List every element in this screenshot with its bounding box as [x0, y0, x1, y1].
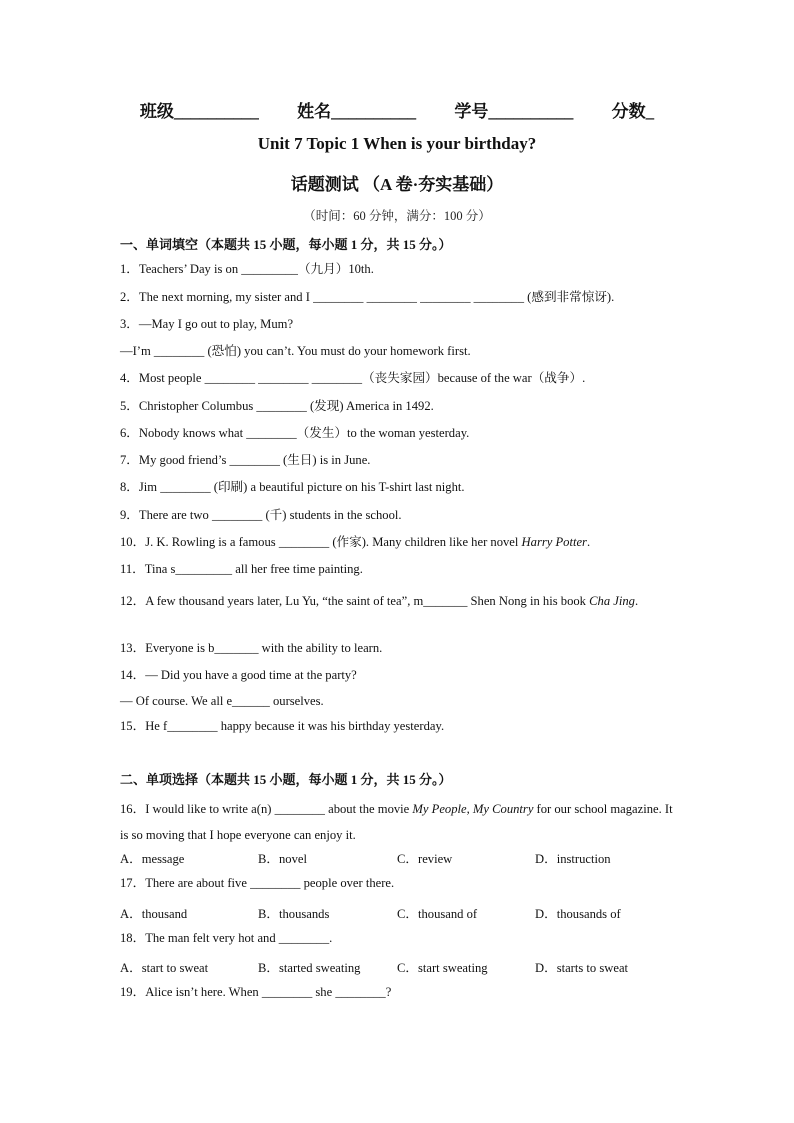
- question-11: 11．Tina s_________ all her free time painting.: [120, 562, 363, 576]
- question-13: 13．Everyone is b_______ with the ability to learn.: [120, 641, 383, 655]
- option-d[interactable]: D．starts to sweat: [535, 961, 629, 975]
- question-16-text-b: for our school magazine. It is so moving that I hope everyone can enjoy it.: [120, 802, 673, 842]
- question-7: 7．My good friend’s ________ (生日) is in June.: [120, 453, 371, 467]
- question-10-text: 10．J. K. Rowling is a famous ________ (作家). Many children like her novel: [120, 535, 522, 549]
- novel-title: Harry Potter: [521, 535, 587, 549]
- question-19: 19．Alice isn’t here. When ________ she ________?: [120, 985, 392, 999]
- movie-title: My People, My Country: [412, 802, 534, 816]
- question-2: 2．The next morning, my sister and I ________ ________ ________ ________ (感到非常惊讶).: [120, 290, 615, 304]
- option-c[interactable]: C．thousand of: [397, 907, 478, 921]
- question-5: 5．Christopher Columbus ________ (发现) America in 1492.: [120, 399, 434, 413]
- score-field: 分数_: [611, 102, 655, 121]
- book-title: Cha Jing: [589, 594, 635, 608]
- name-field: 姓名__________: [297, 102, 417, 121]
- student-id-field: 学号__________: [454, 102, 574, 121]
- option-b[interactable]: B．novel: [258, 852, 307, 866]
- question-4: 4．Most people ________ ________ ________（丧失家园）because of the war（战争）.: [120, 371, 586, 385]
- question-16-options: [120, 848, 680, 864]
- question-6: 6．Nobody knows what ________（发生）to the woman yesterday.: [120, 426, 470, 440]
- question-16: [120, 796, 680, 848]
- option-b[interactable]: B．thousands: [258, 907, 330, 921]
- option-d[interactable]: D．instruction: [535, 852, 611, 866]
- option-c[interactable]: C．start sweating: [397, 961, 488, 975]
- time-info: （时间：60 分钟，满分：100 分）: [303, 209, 491, 223]
- question-12-text: 12．A few thousand years later, Lu Yu, “the saint of tea”, m_______ Shen Nong in his book: [120, 594, 590, 608]
- question-8: 8．Jim ________ (印刷) a beautiful picture on his T-shirt last night.: [120, 480, 465, 494]
- option-a[interactable]: A．start to sweat: [120, 961, 209, 975]
- question-14: 14．— Did you have a good time at the party?: [120, 668, 357, 682]
- question-3-answer: —I’m ________ (恐怕) you can’t. You must do your homework first.: [120, 344, 471, 358]
- question-12: [120, 588, 680, 614]
- section-1-heading: 一、单词填空（本题共 15 小题，每小题 1 分，共 15 分。）: [120, 237, 452, 252]
- option-a[interactable]: A．message: [120, 852, 185, 866]
- question-12-end: .: [634, 594, 639, 608]
- question-1: 1．Teachers’ Day is on _________（九月）10th.: [120, 262, 374, 276]
- question-17: 17．There are about five ________ people over there.: [120, 876, 395, 890]
- question-16-text-a: 16．I would like to write a(n) ________ about the movie: [120, 802, 413, 816]
- question-14-answer: — Of course. We all e______ ourselves.: [120, 694, 324, 708]
- option-b[interactable]: B．started sweating: [258, 961, 361, 975]
- page-subtitle: 话题测试 （A 卷·夯实基础）: [290, 175, 504, 194]
- question-10-end: .: [586, 535, 591, 549]
- question-18-options: [120, 957, 680, 973]
- option-a[interactable]: A．thousand: [120, 907, 188, 921]
- question-10: [120, 534, 680, 550]
- option-d[interactable]: D．thousands of: [535, 907, 621, 921]
- page-title: Unit 7 Topic 1 When is your birthday?: [257, 134, 537, 153]
- question-17-options: [120, 903, 680, 919]
- question-3: 3．—May I go out to play, Mum?: [120, 317, 294, 331]
- option-c[interactable]: C．review: [397, 852, 453, 866]
- student-info-header: [0, 97, 794, 122]
- section-2-heading: 二、单项选择（本题共 15 小题，每小题 1 分，共 15 分。）: [120, 772, 452, 787]
- question-9: 9．There are two ________ (千) students in the school.: [120, 508, 402, 522]
- class-field: 班级__________: [139, 102, 259, 121]
- question-15: 15．He f________ happy because it was his birthday yesterday.: [120, 719, 445, 733]
- question-18: 18．The man felt very hot and ________.: [120, 931, 333, 945]
